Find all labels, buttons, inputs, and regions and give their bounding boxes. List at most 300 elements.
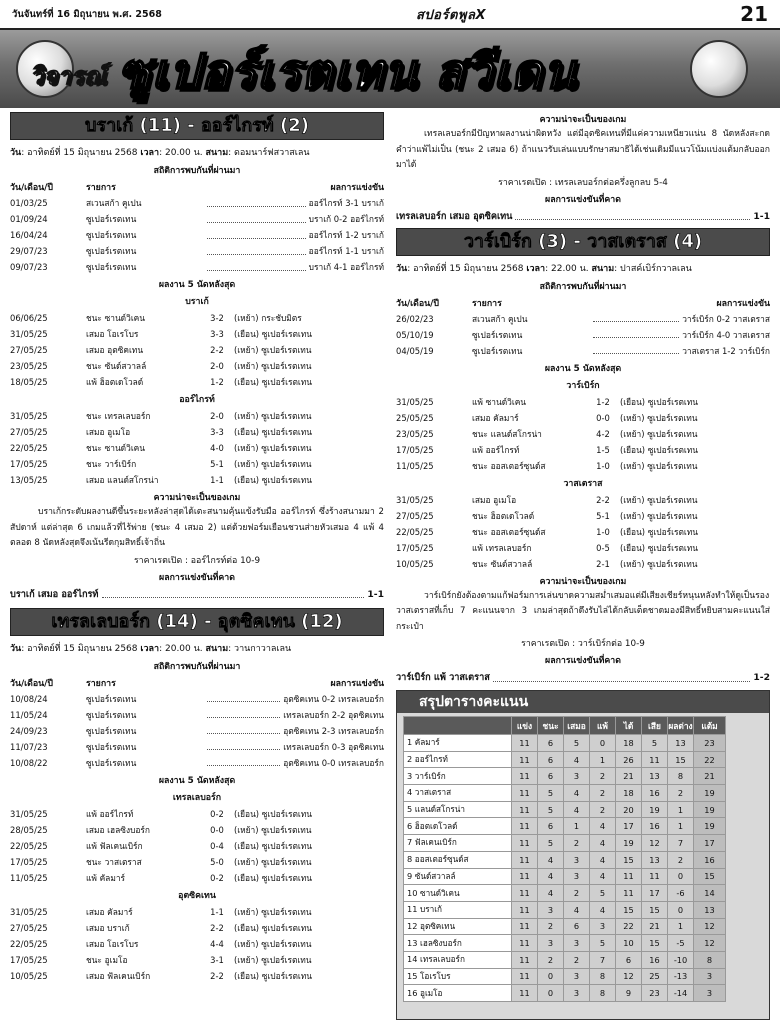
form-match: ชนะ ซันด์สวาลล์ (86, 361, 147, 371)
standings-value: 11 (512, 735, 538, 752)
form-row (10, 822, 384, 838)
form-match: เสมอ อุตซิคเทน (86, 345, 144, 355)
standings-value: 2 (564, 951, 590, 968)
form-row (396, 458, 770, 474)
dot-leader (207, 200, 306, 207)
standings-value: 11 (616, 885, 642, 902)
chance-heading: ความน่าจะเป็นของเกม (153, 493, 241, 503)
analysis-text: วาร์เบิร์กยังต้องตามแก้ฟอร์มการเล่นขาดความสม่ำเสมอแต่มีเสียงเชียร์หนุนหลังทำให้ดูเป็นรองวาสเตราสที่เก็บ 7 คะแนนจาก 3 เกมล่าสุดถ้าดึงรับไล่ได้กลับเต็ดชาดมองมีสิทธิ์หยิบสามคะแนนใส่กระเป๋า (396, 590, 770, 632)
form-date: 10/05/25 (396, 558, 434, 569)
dot-leader (207, 759, 280, 766)
banner-title: ซูเปอร์เรตเทน สวีเดน (118, 44, 577, 100)
form-row (10, 408, 384, 424)
page-number: 21 (740, 2, 768, 26)
form-score: 3-1 (210, 954, 224, 965)
standings-col-header: แพ้ (590, 717, 616, 735)
standings-value: 0 (538, 968, 564, 985)
standings-row (404, 985, 726, 1002)
standings-value: 5 (538, 835, 564, 852)
standings-value: 7 (590, 951, 616, 968)
standings-value: 11 (512, 885, 538, 902)
h2h-result: เทรลเลบอร์ก 2-2 อุตซิคเทน (283, 709, 384, 720)
form-score: 2-2 (210, 922, 224, 933)
form-score: 1-0 (596, 460, 610, 471)
standings-col-header: ผลต่าง (668, 717, 694, 735)
standings-value: 11 (512, 901, 538, 918)
standings-value: 3 (538, 935, 564, 952)
standings-value: -10 (668, 951, 694, 968)
match-title: วาร์เบิร์ก (3) - วาสเตราส (4) (396, 228, 770, 256)
form-row (10, 920, 384, 936)
form-row (396, 492, 770, 508)
standings-value: 21 (642, 918, 668, 935)
form-row (396, 442, 770, 458)
h2h-row (396, 311, 770, 327)
col-result-header: ผลการแข่งขัน (330, 183, 384, 193)
h2h-date: 04/05/19 (396, 345, 434, 356)
h2h-date: 01/03/25 (10, 198, 48, 208)
standings-value: 13 (668, 735, 694, 752)
form-venue-competition: (เยือน) ซูเปอร์เรตเทน (620, 542, 699, 553)
form-score: 2-0 (210, 411, 224, 421)
match-info-label: เวลา (140, 643, 160, 654)
dot-leader (102, 590, 365, 598)
h2h-result: วาร์เบิร์ก 4-0 วาสเตราส (682, 329, 770, 340)
h2h-result: เทรลเลบอร์ก 0-3 อุตซิคเทน (283, 741, 384, 752)
form-match: ชนะ ซันด์สวาลล์ (472, 558, 533, 569)
form-score: 2-1 (596, 558, 610, 569)
standings-row (404, 935, 726, 952)
h2h-competition: ซูเปอร์เรตเทน (86, 262, 137, 272)
standings-team: 10 ซานด์วิเคน (404, 885, 512, 902)
col-date-header: วัน/เดือน/ปี (396, 298, 439, 309)
left-column (10, 110, 384, 984)
standings-value: 4 (590, 818, 616, 835)
prediction-heading: ผลการแข่งขันที่คาด (159, 572, 235, 583)
standings-value: 4 (564, 901, 590, 918)
form-date: 17/05/25 (10, 954, 48, 965)
match-info-value: : อาทิตย์ที่ 15 มิถุนายน 2568 (21, 643, 138, 654)
h2h-column-headers (396, 294, 770, 311)
col-result-header: ผลการแข่งขัน (716, 298, 770, 309)
standings-value: 15 (616, 901, 642, 918)
standings-value: 16 (694, 851, 726, 868)
standings-row (404, 818, 726, 835)
dot-leader (207, 727, 280, 734)
standings-team: 2 ออร์ไกรท์ (404, 751, 512, 768)
col-date-header: วัน/เดือน/ปี (10, 183, 53, 193)
standings-value: 23 (642, 985, 668, 1002)
form-score: 0-0 (210, 824, 224, 835)
form-row (10, 358, 384, 374)
standings-value: 5 (564, 735, 590, 752)
form-score: 3-2 (210, 313, 224, 323)
form-score: 0-2 (210, 872, 224, 883)
standings-value: 11 (512, 951, 538, 968)
standings-team: 11 บราเก้ (404, 901, 512, 918)
form-venue-competition: (เยือน) ซูเปอร์เรตเทน (234, 922, 313, 933)
form-venue-competition: (เหย้า) ซูเปอร์เรตเทน (620, 412, 698, 423)
h2h-date: 10/08/22 (10, 757, 48, 768)
h2h-date: 01/09/24 (10, 214, 48, 224)
match-block-2-continued (396, 110, 770, 226)
standings-value: 11 (512, 985, 538, 1002)
standings-value: 4 (538, 868, 564, 885)
standings-team: 9 ซันด์สวาลล์ (404, 868, 512, 885)
form-score: 3-3 (210, 427, 224, 437)
standings-value: 11 (512, 851, 538, 868)
h2h-competition: สเวนสก้า คูเปน (472, 313, 528, 324)
form-score: 2-0 (210, 361, 224, 371)
match-block-3 (396, 228, 770, 688)
standings-value: 19 (616, 835, 642, 852)
standings-value: 5 (590, 935, 616, 952)
match-title: บราเก้ (11) - ออร์ไกรท์ (2) (10, 112, 384, 140)
h2h-date: 29/07/23 (10, 246, 48, 256)
chance-heading: ความน่าจะเป็นของเกม (539, 576, 627, 587)
standings-value: 4 (590, 851, 616, 868)
form-venue-competition: (เหย้า) ซูเปอร์เรตเทน (234, 824, 312, 835)
standings-value: 2 (590, 785, 616, 802)
form-venue-competition: (เหย้า) ซูเปอร์เรตเทน (620, 494, 698, 505)
standings-value: 11 (512, 868, 538, 885)
standings-value: 11 (512, 968, 538, 985)
standings-value: 3 (564, 851, 590, 868)
h2h-result: บราเก้ 4-1 ออร์ไกรท์ (308, 262, 384, 272)
form-row (396, 410, 770, 426)
standings-value: 11 (642, 868, 668, 885)
standings-row (404, 751, 726, 768)
h2h-row (10, 691, 384, 707)
standings-col-header: แต้ม (694, 717, 726, 735)
standings-value: 8 (590, 985, 616, 1002)
form-venue-competition: (เยือน) ซูเปอร์เรตเทน (234, 840, 313, 851)
standings-team: 13 เฮลซิงบอร์ก (404, 935, 512, 952)
form-match: แพ้ ออร์ไกรท์ (472, 444, 520, 455)
standings-row (404, 735, 726, 752)
match-info-value: : อาทิตย์ที่ 15 มิถุนายน 2568 (21, 148, 138, 158)
standings-value: 22 (694, 751, 726, 768)
standings-value: 19 (694, 818, 726, 835)
standings-value: 8 (590, 968, 616, 985)
form-row (396, 426, 770, 442)
match-info-label: วัน (10, 148, 22, 158)
opening-odds: ราคาเรตเปิด : ออร์ไกรท์ต่อ 10-9 (133, 555, 261, 566)
form-match: ชนะ วาร์เบิร์ก (86, 459, 137, 469)
form-date: 25/05/25 (396, 412, 434, 423)
standings-value: 6 (538, 768, 564, 785)
standings-value: 15 (694, 868, 726, 885)
form-match: แพ้ คัลมาร์ (86, 872, 126, 883)
form-row (396, 394, 770, 410)
standings-value: 11 (616, 868, 642, 885)
standings-value: 1 (564, 818, 590, 835)
match-block-1 (10, 112, 384, 604)
form-date: 28/05/25 (10, 824, 48, 835)
standings-team: 7 ฟัลเคนเบิร์ก (404, 835, 512, 852)
form-match: ชนะ ออสเตอร์ซุนด์ส (472, 460, 546, 471)
standings-value: -6 (668, 885, 694, 902)
form-score: 5-1 (210, 459, 224, 469)
h2h-row (10, 227, 384, 243)
right-column (396, 110, 770, 687)
form-row (10, 326, 384, 342)
form-venue-competition: (เยือน) ซูเปอร์เรตเทน (234, 475, 313, 485)
form-venue-competition: (เหย้า) ซูเปอร์เรตเทน (620, 428, 698, 439)
standings-value: 6 (538, 751, 564, 768)
form-venue-competition: (เหย้า) ซูเปอร์เรตเทน (620, 558, 698, 569)
form-venue-competition: (เหย้า) ซูเปอร์เรตเทน (234, 459, 312, 469)
standings-value: 10 (616, 935, 642, 952)
h2h-date: 09/07/23 (10, 262, 48, 272)
form-date: 27/05/25 (10, 427, 48, 437)
prediction-row (396, 207, 770, 226)
h2h-result: ออร์ไกรท์ 3-1 บราเก้ (308, 198, 384, 208)
form-venue-competition: (เยือน) ซูเปอร์เรตเทน (234, 427, 313, 437)
standings-value: 6 (538, 735, 564, 752)
h2h-row (10, 211, 384, 227)
standings-value: 11 (512, 918, 538, 935)
standings-value: 14 (694, 885, 726, 902)
prediction-score: 1-1 (753, 210, 770, 222)
form-score: 2-2 (210, 970, 224, 981)
form-row (10, 456, 384, 472)
football-right-icon (690, 40, 748, 98)
standings-value: 15 (642, 935, 668, 952)
form-match: เสมอ แลนด์สโกรน่า (86, 475, 159, 485)
match-block-2 (10, 608, 384, 984)
standings-grid (403, 716, 726, 1002)
h2h-column-headers (10, 674, 384, 691)
standings-value: 9 (616, 985, 642, 1002)
standings-value: 21 (694, 768, 726, 785)
h2h-competition: ซูเปอร์เรตเทน (472, 345, 523, 356)
chance-heading: ความน่าจะเป็นของเกม (539, 115, 627, 125)
form-date: 11/05/25 (10, 872, 48, 883)
standings-title: สรุปตารางคะแนน (397, 691, 769, 713)
form-date: 31/05/25 (396, 494, 434, 505)
form-team-name: ออร์ไกรท์ (179, 395, 215, 405)
prediction-heading: ผลการแข่งขันที่คาด (545, 194, 621, 205)
standings-value: 3 (590, 918, 616, 935)
form-row (10, 904, 384, 920)
form-venue-competition: (เหย้า) กระชับมิตร (234, 313, 302, 323)
form-venue-competition: (เยือน) ซูเปอร์เรตเทน (234, 808, 313, 819)
form-venue-competition: (เหย้า) ซูเปอร์เรตเทน (620, 460, 698, 471)
standings-value: 2 (538, 918, 564, 935)
form-date: 06/06/25 (10, 313, 48, 323)
match-info-value: : 22.00 น. (545, 263, 589, 274)
form-match: ชนะ ซานด์วิเคน (86, 313, 146, 323)
standings-value: 3 (564, 985, 590, 1002)
standings-value: 1 (668, 918, 694, 935)
standings-value: 21 (616, 768, 642, 785)
h2h-heading: สถิติการพบกันที่ผ่านมา (539, 281, 627, 292)
form-row (396, 556, 770, 572)
h2h-row (10, 243, 384, 259)
form-row (396, 524, 770, 540)
standings-team: 8 ออสเตอร์ซุนด์ส (404, 851, 512, 868)
form-score: 3-3 (210, 329, 224, 339)
prediction-text: บราเก้ เสมอ ออร์ไกรท์ (10, 588, 99, 600)
form-match: เสมอ โอเรโบร (86, 329, 139, 339)
standings-value: 17 (642, 885, 668, 902)
form-row (10, 310, 384, 326)
h2h-date: 10/08/24 (10, 693, 48, 704)
standings-value: 12 (616, 968, 642, 985)
standings-value: 12 (694, 935, 726, 952)
form-date: 22/05/25 (10, 840, 48, 851)
form-team-name: บราเก้ (185, 297, 209, 307)
h2h-competition: สเวนสก้า คูเปน (86, 198, 142, 208)
standings-value: 11 (512, 801, 538, 818)
form-score: 1-2 (596, 396, 610, 407)
match-info-label: เวลา (526, 263, 546, 274)
standings-value: 18 (616, 785, 642, 802)
standings-team-header (404, 717, 512, 735)
form-match: ชนะ วาสเตราส (86, 856, 142, 867)
form-score: 0-4 (210, 840, 224, 851)
standings-value: 7 (668, 835, 694, 852)
form-date: 27/05/25 (396, 510, 434, 521)
col-list-header: รายการ (86, 678, 116, 689)
last5-heading: ผลงาน 5 นัดหลังสุด (158, 775, 236, 786)
h2h-result: บราเก้ 0-2 ออร์ไกรท์ (308, 214, 384, 224)
analysis-text: บราเก้กระดับผลงานดีขึ้นระยะหลังล่าสุดได้เตะสนามคุ้นแข้งรับมือ ออร์ไกรท์ ซึ่งร้างสนามมา 2 สัปดาห์ แต่ล่าสุด 6 เกมแล้วที่ไร้พ่าย (ชนะ 4 เสมอ 2) แต่ด้วยฟอร์มเยือนชวนส่ายหัวเสมอ 4 แพ้ 4 ตลอด 8 นัดหลังสุดจึงเน้นรีดกุมสิทธิ์เจ้าถิ่น (10, 507, 384, 548)
brand-logo: สปอร์ตพูลX (416, 7, 486, 23)
h2h-competition: ซูเปอร์เรตเทน (86, 246, 137, 256)
col-result-header: ผลการแข่งขัน (330, 678, 384, 689)
dot-leader (593, 331, 679, 338)
form-match: เสมอ อูเมโอ (86, 427, 131, 437)
standings-value: 6 (616, 951, 642, 968)
analysis-text: เทรลเลบอร์กมีปัญหาผลงานน่าผิดหวัง แต่มีอุตซิคเทนที่มีแค่ความเหนียวแน่น 8 นัดหลังสะกดคำว่าแพ้ไม่เป็น (ชนะ 2 เสมอ 6) ถ้าแนวรับเล่นแบบรักษาสมาธิได้เช่นเดิมมีแนวโน้มแบ่งแต้มกลับออกมาได้ (396, 129, 770, 170)
dot-leader (207, 695, 280, 702)
form-score: 4-4 (210, 938, 224, 949)
match-info-value: : ปาสค์เบิร์กวาลเลน (614, 263, 692, 274)
standings-col-header: ได้ (616, 717, 642, 735)
h2h-date: 05/10/19 (396, 329, 434, 340)
form-date: 31/05/25 (10, 411, 48, 421)
col-date-header: วัน/เดือน/ปี (10, 678, 53, 689)
form-row (10, 424, 384, 440)
standings-value: 8 (668, 768, 694, 785)
h2h-competition: ซูเปอร์เรตเทน (86, 214, 137, 224)
match-info-label: สนาม (205, 643, 229, 654)
form-match: แพ้ ฟัลเคนเบิร์ก (86, 840, 143, 851)
standings-value: 3 (564, 968, 590, 985)
standings-value: 19 (642, 801, 668, 818)
dot-leader (515, 212, 750, 220)
form-match: ชนะ ออสเตอร์ซุนด์ส (472, 526, 546, 537)
form-match: เสมอ อูเมโอ (472, 494, 517, 505)
match-info-value: : 20.00 น. (159, 148, 203, 158)
standings-row (404, 768, 726, 785)
form-team-name: อุตซิคเทน (178, 890, 216, 901)
standings-value: 1 (668, 818, 694, 835)
match-info-label: เวลา (140, 148, 160, 158)
form-date: 10/05/25 (10, 970, 48, 981)
form-venue-competition: (เยือน) ซูเปอร์เรตเทน (234, 970, 313, 981)
match-title: เทรลเลบอร์ก (14) - อุตซิคเทน (12) (10, 608, 384, 636)
match-info (396, 259, 770, 277)
standings-row (404, 901, 726, 918)
standings-value: 3 (694, 985, 726, 1002)
standings-value: 2 (538, 951, 564, 968)
form-score: 1-1 (210, 475, 224, 485)
h2h-row (10, 723, 384, 739)
form-score: 4-2 (596, 428, 610, 439)
form-row (10, 342, 384, 358)
standings-value: 19 (694, 785, 726, 802)
standings-value: 18 (616, 735, 642, 752)
h2h-competition: ซูเปอร์เรตเทน (86, 709, 137, 720)
standings-value: 11 (512, 751, 538, 768)
dot-leader (207, 232, 306, 239)
form-date: 22/05/25 (10, 443, 48, 453)
form-match: ชนะ ฮ็อตเดโวลด์ (472, 510, 535, 521)
match-info-label: สนาม (205, 148, 229, 158)
standings-value: 11 (512, 935, 538, 952)
standings-team: 14 เทรลเลบอร์ก (404, 951, 512, 968)
standings-value: 3 (564, 768, 590, 785)
last5-heading: ผลงาน 5 นัดหลังสุด (544, 363, 622, 374)
standings-value: 1 (668, 801, 694, 818)
form-score: 4-0 (210, 443, 224, 453)
form-venue-competition: (เหย้า) ซูเปอร์เรตเทน (234, 411, 312, 421)
dot-leader (593, 347, 679, 354)
standings-value: 3 (564, 868, 590, 885)
opening-odds: ราคาเรตเปิด : วาร์เบิร์กต่อ 10-9 (521, 639, 645, 649)
form-match: ชนะ ซานด์วิเคน (86, 443, 146, 453)
standings-value: 23 (694, 735, 726, 752)
standings-row (404, 918, 726, 935)
standings-row (404, 868, 726, 885)
page-header (0, 0, 780, 30)
h2h-heading: สถิติการพบกันที่ผ่านมา (153, 661, 241, 672)
h2h-competition: ซูเปอร์เรตเทน (86, 757, 137, 768)
form-match: ชนะ เทรลเลบอร์ก (86, 411, 151, 421)
form-score: 0-5 (596, 542, 610, 553)
form-score: 2-2 (210, 345, 224, 355)
standings-value: 4 (564, 785, 590, 802)
form-venue-competition: (เยือน) ซูเปอร์เรตเทน (234, 329, 313, 339)
standings-value: -14 (668, 985, 694, 1002)
standings-value: 12 (642, 835, 668, 852)
form-match: แพ้ ออร์ไกรท์ (86, 808, 134, 819)
dot-leader (207, 743, 280, 750)
standings-value: 8 (694, 951, 726, 968)
form-date: 23/05/25 (10, 361, 48, 371)
form-score: 2-2 (596, 494, 610, 505)
standings-row (404, 951, 726, 968)
standings-value: 0 (590, 735, 616, 752)
form-venue-competition: (เหย้า) ซูเปอร์เรตเทน (234, 856, 312, 867)
col-list-header: รายการ (86, 183, 116, 193)
form-venue-competition: (เยือน) ซูเปอร์เรตเทน (620, 526, 699, 537)
standings-value: 16 (642, 951, 668, 968)
standings-value: 11 (512, 818, 538, 835)
prediction-row (396, 668, 770, 687)
standings-value: 5 (642, 735, 668, 752)
standings-value: 2 (590, 801, 616, 818)
standings-value: 3 (564, 935, 590, 952)
match-info-label: วัน (10, 643, 22, 654)
standings-col-header: เสีย (642, 717, 668, 735)
h2h-result: วาสเตราส 1-2 วาร์เบิร์ก (682, 345, 770, 356)
standings-value: 4 (564, 751, 590, 768)
h2h-competition: ซูเปอร์เรตเทน (472, 329, 523, 340)
